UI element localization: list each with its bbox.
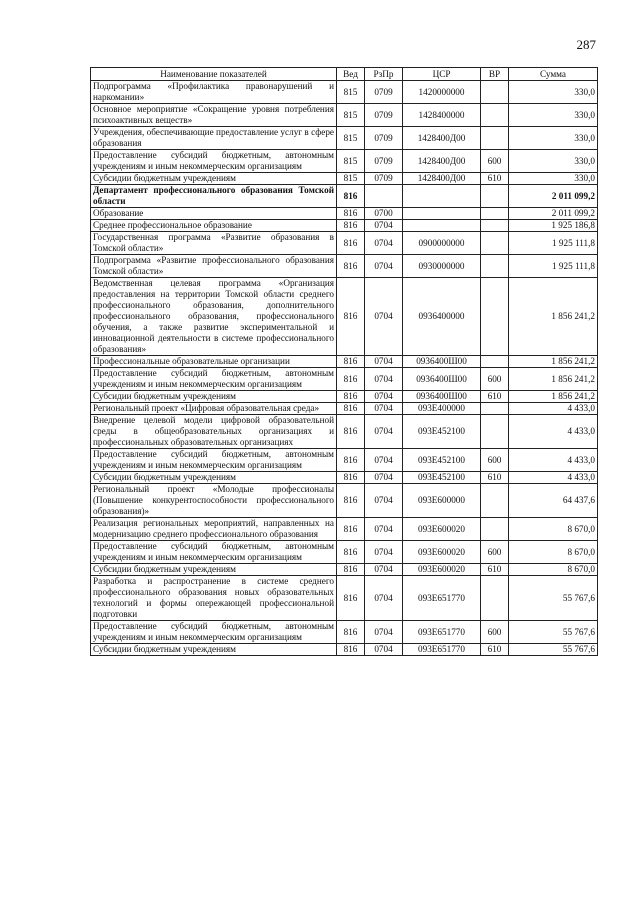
cell-csr: 093E600020 — [403, 564, 481, 576]
header-ved: Вед — [337, 68, 365, 81]
cell-sum: 8 670,0 — [509, 564, 598, 576]
budget-table — [90, 67, 598, 656]
cell-rzpr: 0704 — [365, 403, 403, 415]
cell-sum: 330,0 — [509, 81, 598, 104]
cell-ved: 816 — [337, 484, 365, 518]
cell-sum: 4 433,0 — [509, 415, 598, 449]
cell-csr: 093E452100 — [403, 472, 481, 484]
table-row — [91, 449, 598, 472]
table-row — [91, 518, 598, 541]
cell-rzpr: 0709 — [365, 150, 403, 173]
table-row — [91, 391, 598, 403]
cell-rzpr: 0704 — [365, 472, 403, 484]
cell-ved: 815 — [337, 81, 365, 104]
table-row — [91, 644, 598, 656]
cell-vr — [481, 576, 509, 621]
table-row — [91, 127, 598, 150]
cell-rzpr: 0700 — [365, 208, 403, 220]
table-row — [91, 81, 598, 104]
cell-vr: 610 — [481, 472, 509, 484]
cell-ved: 816 — [337, 449, 365, 472]
cell-ved: 815 — [337, 173, 365, 185]
cell-vr — [481, 255, 509, 278]
cell-sum: 8 670,0 — [509, 541, 598, 564]
cell-rzpr: 0709 — [365, 104, 403, 127]
cell-name: Реализация региональных мероприятий, направленных на модернизацию среднего профессионального образования — [91, 518, 337, 541]
cell-name: Предоставление субсидий бюджетным, автономным учреждениям и иным некоммерческим организациям — [91, 541, 337, 564]
cell-ved: 816 — [337, 403, 365, 415]
cell-vr — [481, 208, 509, 220]
cell-name: Субсидии бюджетным учреждениям — [91, 472, 337, 484]
cell-name: Субсидии бюджетным учреждениям — [91, 391, 337, 403]
cell-name: Учреждения, обеспечивающие предоставление услуг в сфере образования — [91, 127, 337, 150]
cell-name: Разработка и распространение в системе среднего профессионального образования новых образовательных технологий и формы опережающей профессиональной подготовки — [91, 576, 337, 621]
cell-ved: 816 — [337, 185, 365, 208]
table-row — [91, 415, 598, 449]
cell-vr — [481, 415, 509, 449]
cell-vr: 610 — [481, 564, 509, 576]
cell-csr: 093E452100 — [403, 449, 481, 472]
cell-ved: 816 — [337, 472, 365, 484]
cell-name: Предоставление субсидий бюджетным, автономным учреждениям и иным некоммерческим организациям — [91, 449, 337, 472]
cell-name: Субсидии бюджетным учреждениям — [91, 644, 337, 656]
table-row — [91, 541, 598, 564]
cell-name: Региональный проект «Молодые профессионалы (Повышение конкурентоспособности профессионального образования)» — [91, 484, 337, 518]
cell-name: Внедрение целевой модели цифровой образовательной среды в общеобразовательных организациях и профессиональных образовательных организациях — [91, 415, 337, 449]
cell-csr: 0936400Ш00 — [403, 368, 481, 391]
cell-name: Основное мероприятие «Сокращение уровня потребления психоактивных веществ» — [91, 104, 337, 127]
cell-csr: 093E600020 — [403, 518, 481, 541]
table-row — [91, 173, 598, 185]
cell-sum: 1 925 111,8 — [509, 255, 598, 278]
cell-csr: 1428400Д00 — [403, 127, 481, 150]
cell-rzpr: 0704 — [365, 564, 403, 576]
cell-vr — [481, 356, 509, 368]
cell-csr — [403, 185, 481, 208]
cell-vr: 610 — [481, 391, 509, 403]
cell-rzpr: 0704 — [365, 415, 403, 449]
table-header-row — [91, 68, 598, 81]
cell-sum: 8 670,0 — [509, 518, 598, 541]
cell-rzpr: 0704 — [365, 278, 403, 356]
table-row — [91, 564, 598, 576]
table-row — [91, 278, 598, 356]
header-rzpr: РзПр — [365, 68, 403, 81]
cell-name: Ведомственная целевая программа «Организация предоставления на территории Томской области среднего профессионального образования, дополнительного профессионального образования, профессионального обучения, а также развитие экспериментальной и инновационной деятельности в системе профессионального образования» — [91, 278, 337, 356]
cell-csr: 093E452100 — [403, 415, 481, 449]
cell-ved: 816 — [337, 518, 365, 541]
table-row — [91, 255, 598, 278]
cell-name: Субсидии бюджетным учреждениям — [91, 173, 337, 185]
table-row — [91, 368, 598, 391]
cell-vr — [481, 403, 509, 415]
cell-ved: 816 — [337, 356, 365, 368]
header-vr: ВР — [481, 68, 509, 81]
cell-rzpr: 0704 — [365, 576, 403, 621]
cell-csr: 1428400000 — [403, 104, 481, 127]
table-row — [91, 403, 598, 415]
cell-name: Подпрограмма «Профилактика правонарушений и наркомании» — [91, 81, 337, 104]
cell-rzpr: 0704 — [365, 220, 403, 232]
cell-rzpr: 0704 — [365, 621, 403, 644]
cell-rzpr: 0704 — [365, 541, 403, 564]
cell-ved: 815 — [337, 150, 365, 173]
cell-rzpr: 0704 — [365, 449, 403, 472]
cell-vr — [481, 232, 509, 255]
cell-vr — [481, 104, 509, 127]
table-row — [91, 576, 598, 621]
cell-rzpr — [365, 185, 403, 208]
table-row — [91, 150, 598, 173]
cell-vr: 610 — [481, 173, 509, 185]
cell-name: Субсидии бюджетным учреждениям — [91, 564, 337, 576]
header-sum: Сумма — [509, 68, 598, 81]
cell-vr — [481, 185, 509, 208]
table-body — [91, 81, 598, 656]
cell-ved: 816 — [337, 220, 365, 232]
cell-sum: 4 433,0 — [509, 472, 598, 484]
cell-ved: 816 — [337, 541, 365, 564]
cell-ved: 816 — [337, 368, 365, 391]
cell-name: Предоставление субсидий бюджетным, автономным учреждениям и иным некоммерческим организациям — [91, 150, 337, 173]
cell-sum: 55 767,6 — [509, 576, 598, 621]
table-row — [91, 484, 598, 518]
cell-sum: 330,0 — [509, 173, 598, 185]
table-row — [91, 232, 598, 255]
cell-csr: 093E600020 — [403, 541, 481, 564]
cell-rzpr: 0709 — [365, 81, 403, 104]
cell-vr — [481, 127, 509, 150]
cell-ved: 816 — [337, 576, 365, 621]
cell-sum: 1 856 241,2 — [509, 356, 598, 368]
cell-csr: 093E400000 — [403, 403, 481, 415]
cell-sum: 4 433,0 — [509, 449, 598, 472]
cell-name: Региональный проект «Цифровая образовательная среда» — [91, 403, 337, 415]
cell-csr: 093E651770 — [403, 621, 481, 644]
table-row — [91, 472, 598, 484]
cell-sum: 4 433,0 — [509, 403, 598, 415]
cell-name: Образование — [91, 208, 337, 220]
cell-csr: 0936400Ш00 — [403, 391, 481, 403]
cell-vr: 600 — [481, 621, 509, 644]
cell-sum: 2 011 099,2 — [509, 185, 598, 208]
cell-vr: 600 — [481, 150, 509, 173]
cell-rzpr: 0704 — [365, 391, 403, 403]
table-row — [91, 621, 598, 644]
cell-vr — [481, 484, 509, 518]
cell-ved: 816 — [337, 621, 365, 644]
cell-csr: 0900000000 — [403, 232, 481, 255]
cell-rzpr: 0709 — [365, 173, 403, 185]
table-row — [91, 104, 598, 127]
cell-sum: 330,0 — [509, 104, 598, 127]
cell-vr — [481, 220, 509, 232]
table-row — [91, 185, 598, 208]
cell-name: Профессиональные образовательные организации — [91, 356, 337, 368]
cell-ved: 816 — [337, 391, 365, 403]
cell-rzpr: 0704 — [365, 644, 403, 656]
table-row — [91, 220, 598, 232]
cell-rzpr: 0704 — [365, 356, 403, 368]
cell-ved: 815 — [337, 127, 365, 150]
cell-csr: 0936400Ш00 — [403, 356, 481, 368]
cell-csr — [403, 220, 481, 232]
cell-name: Предоставление субсидий бюджетным, автономным учреждениям и иным некоммерческим организациям — [91, 368, 337, 391]
cell-csr: 1420000000 — [403, 81, 481, 104]
cell-rzpr: 0704 — [365, 484, 403, 518]
cell-csr: 0936400000 — [403, 278, 481, 356]
cell-vr — [481, 518, 509, 541]
cell-vr — [481, 81, 509, 104]
cell-vr: 610 — [481, 644, 509, 656]
cell-name: Государственная программа «Развитие образования в Томской области» — [91, 232, 337, 255]
cell-name: Подпрограмма «Развитие профессионального образования Томской области» — [91, 255, 337, 278]
cell-sum: 1 856 241,2 — [509, 368, 598, 391]
cell-ved: 816 — [337, 255, 365, 278]
cell-ved: 816 — [337, 208, 365, 220]
page-number: 287 — [576, 37, 596, 52]
cell-rzpr: 0709 — [365, 127, 403, 150]
cell-csr: 0930000000 — [403, 255, 481, 278]
cell-ved: 816 — [337, 644, 365, 656]
cell-name: Департамент профессионального образования Томской области — [91, 185, 337, 208]
cell-rzpr: 0704 — [365, 255, 403, 278]
header-name: Наименование показателей — [91, 68, 337, 81]
cell-sum: 1 925 111,8 — [509, 232, 598, 255]
cell-csr: 093E651770 — [403, 644, 481, 656]
cell-ved: 816 — [337, 278, 365, 356]
cell-sum: 55 767,6 — [509, 621, 598, 644]
cell-sum: 1 856 241,2 — [509, 391, 598, 403]
header-csr: ЦСР — [403, 68, 481, 81]
cell-sum: 64 437,6 — [509, 484, 598, 518]
table-row — [91, 208, 598, 220]
cell-csr: 1428400Д00 — [403, 150, 481, 173]
cell-csr — [403, 208, 481, 220]
cell-vr: 600 — [481, 541, 509, 564]
cell-csr: 093E651770 — [403, 576, 481, 621]
cell-sum: 1 925 186,8 — [509, 220, 598, 232]
cell-csr: 093E600000 — [403, 484, 481, 518]
cell-sum: 330,0 — [509, 127, 598, 150]
cell-vr: 600 — [481, 449, 509, 472]
cell-ved: 816 — [337, 415, 365, 449]
table-row — [91, 356, 598, 368]
cell-ved: 816 — [337, 564, 365, 576]
cell-rzpr: 0704 — [365, 232, 403, 255]
cell-sum: 55 767,6 — [509, 644, 598, 656]
cell-vr — [481, 278, 509, 356]
cell-ved: 815 — [337, 104, 365, 127]
cell-ved: 816 — [337, 232, 365, 255]
cell-name: Предоставление субсидий бюджетным, автономным учреждениям и иным некоммерческим организациям — [91, 621, 337, 644]
cell-sum: 330,0 — [509, 150, 598, 173]
cell-csr: 1428400Д00 — [403, 173, 481, 185]
cell-name: Среднее профессиональное образование — [91, 220, 337, 232]
cell-sum: 1 856 241,2 — [509, 278, 598, 356]
cell-sum: 2 011 099,2 — [509, 208, 598, 220]
cell-vr: 600 — [481, 368, 509, 391]
cell-rzpr: 0704 — [365, 368, 403, 391]
cell-rzpr: 0704 — [365, 518, 403, 541]
